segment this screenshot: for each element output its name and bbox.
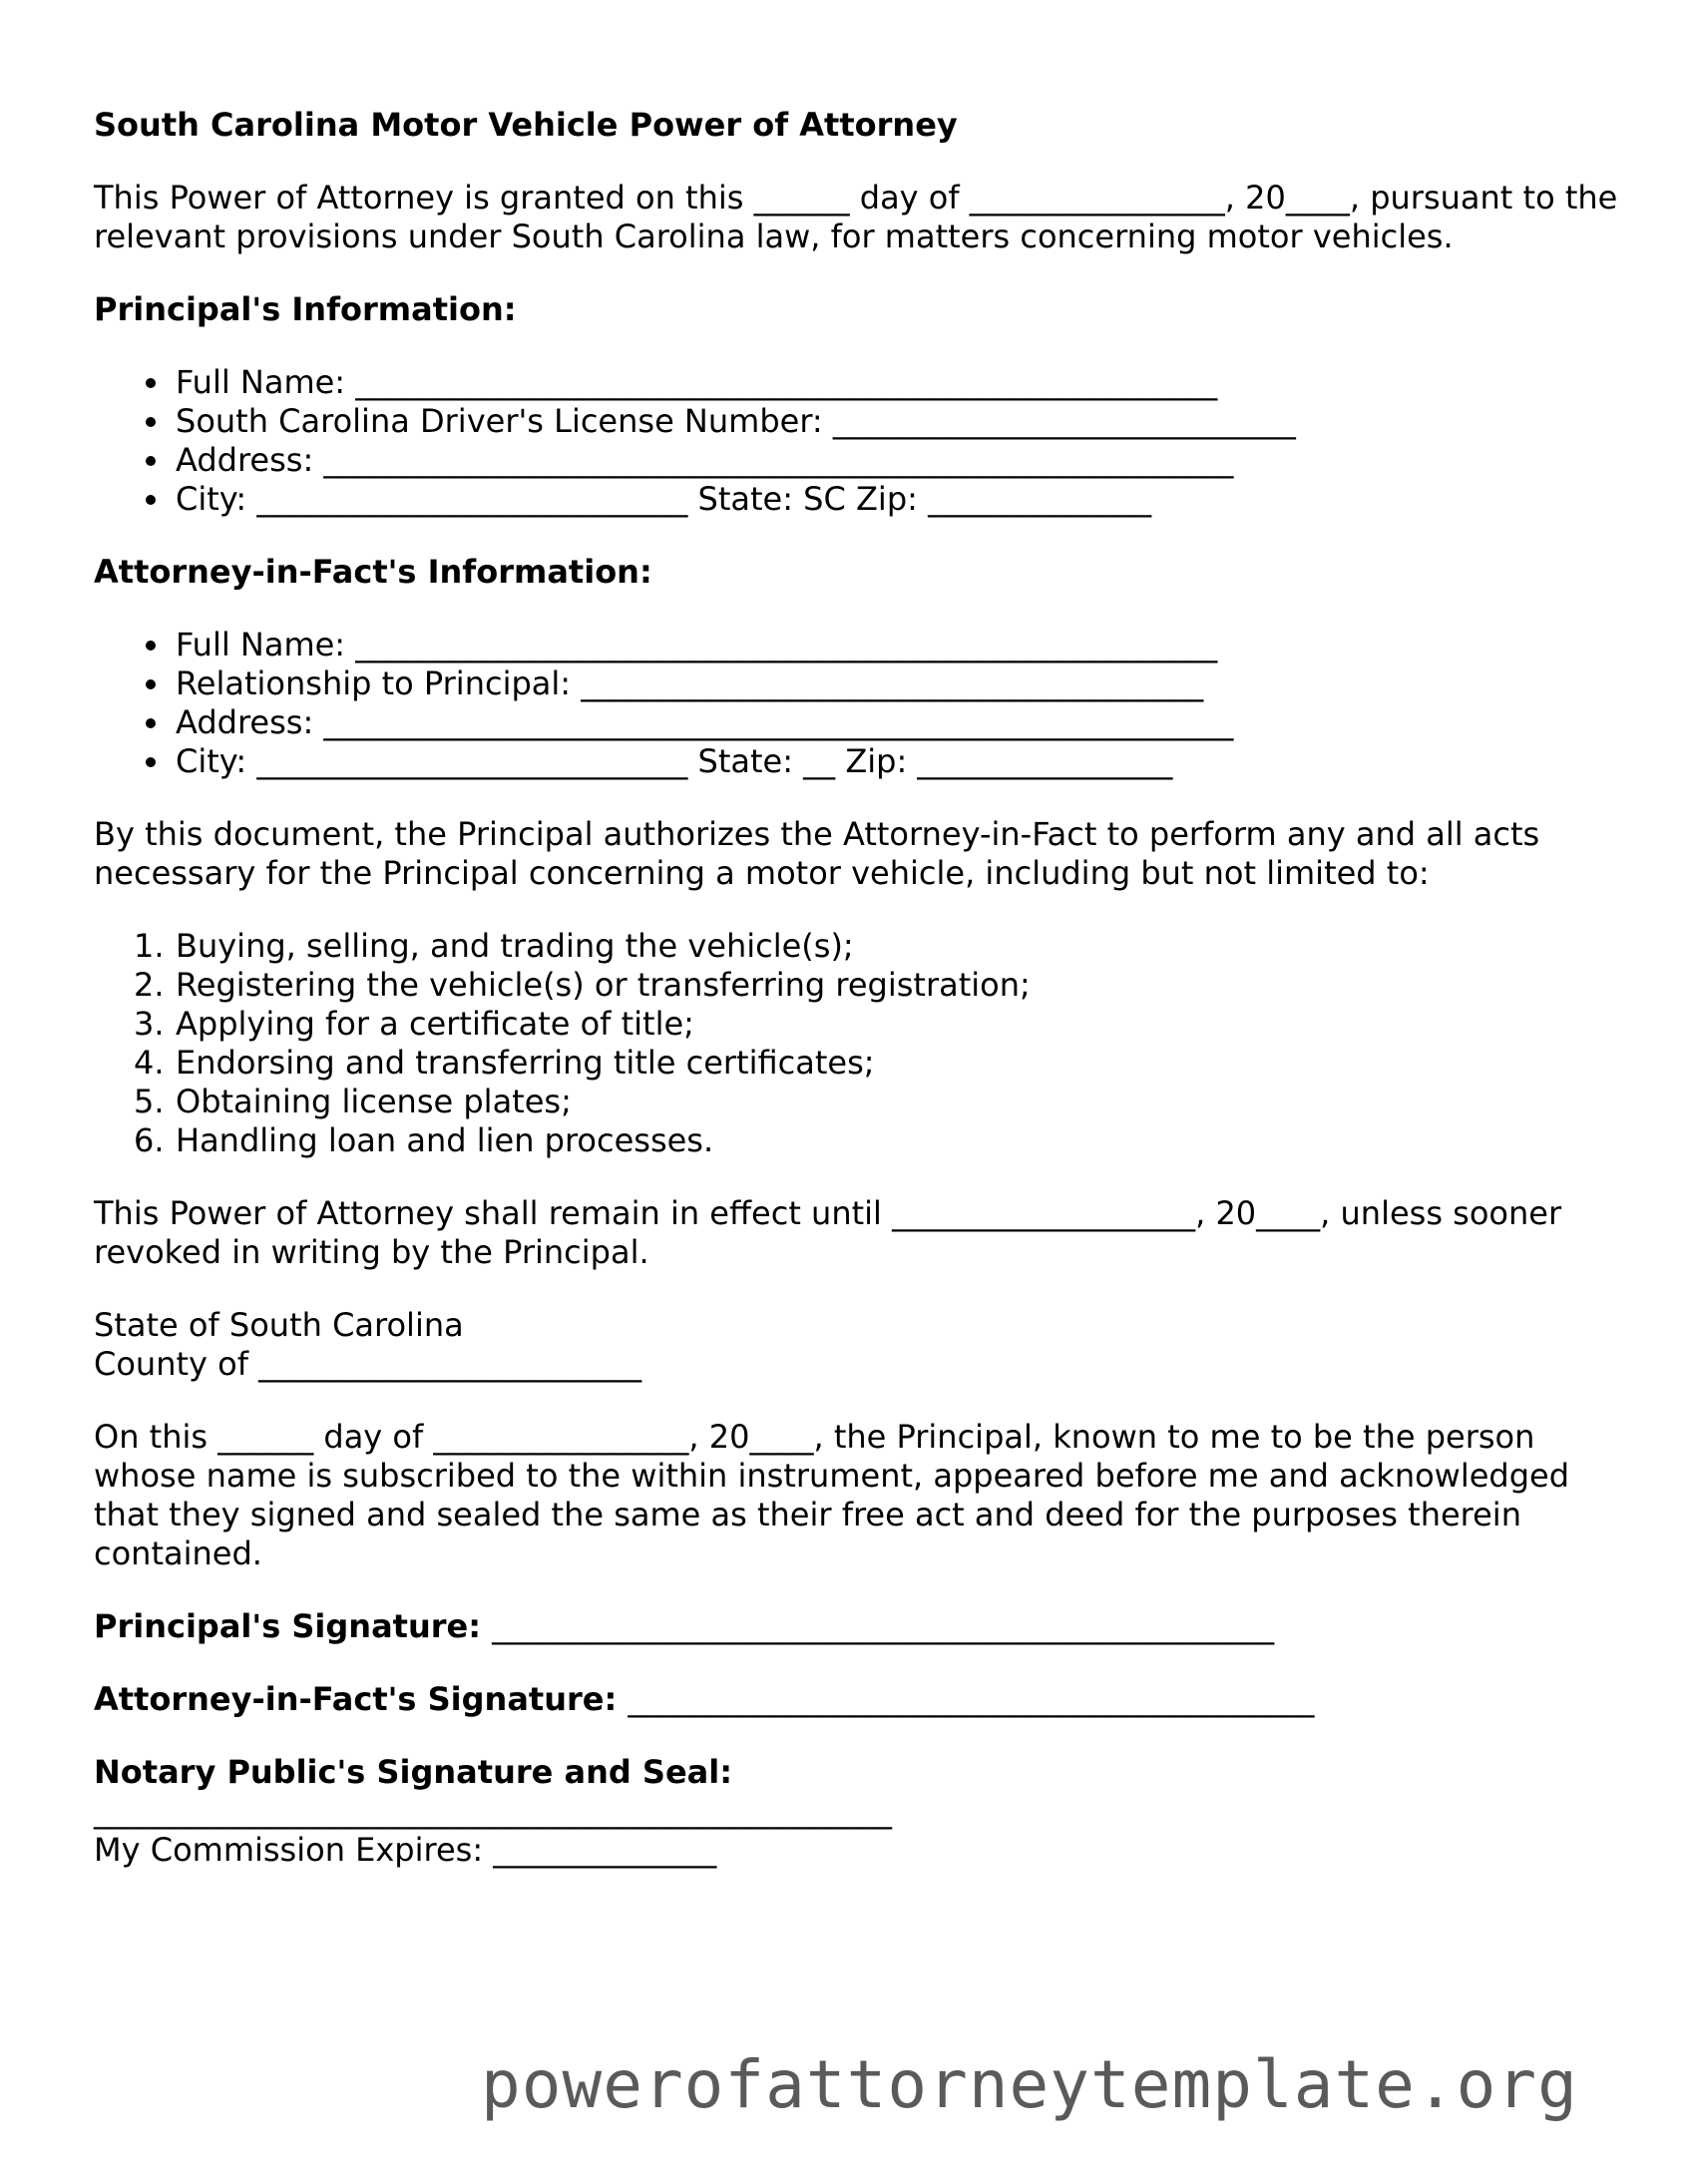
intro-paragraph: This Power of Attorney is granted on this ______ day of ________________, 20____, pursuant to the relevant provisions under South Carolina law, for matters concerning motor vehicles. bbox=[94, 179, 1618, 255]
acknowledgment-paragraph: On this ______ day of ________________, 20____, the Principal, known to me to be the person whose name is subscribed to the within instrument, appeared before me and acknowledged that they signed and sealed the same as their free act and deed for the purposes therein contained. bbox=[94, 1418, 1570, 1572]
act-text: Obtaining license plates; bbox=[176, 1083, 572, 1120]
attorney-relationship-field[interactable]: Relationship to Principal: _______________________________________ bbox=[176, 664, 1620, 703]
principal-license-field[interactable]: South Carolina Driver's License Number: _____________________________ bbox=[176, 402, 1620, 441]
attorney-info-heading: Attorney-in-Fact's Information: bbox=[94, 553, 652, 591]
principal-info-list bbox=[94, 363, 1620, 519]
duration-paragraph: This Power of Attorney shall remain in effect until ___________________, 20____, unless sooner revoked in writing by the Principal. bbox=[94, 1194, 1562, 1271]
authorized-acts-list bbox=[94, 927, 1620, 1160]
commission-expires-field[interactable]: My Commission Expires: ______________ bbox=[94, 1831, 717, 1869]
notary-signature-line[interactable]: __________________________________________________ bbox=[94, 1792, 892, 1830]
site-watermark: powerofattorneytemplate.org bbox=[481, 2046, 1578, 2123]
act-text: Buying, selling, and trading the vehicle(s); bbox=[176, 927, 854, 965]
act-item bbox=[134, 1121, 1620, 1160]
venue-block bbox=[94, 1306, 1620, 1384]
act-number: 1. bbox=[134, 927, 165, 965]
act-item bbox=[134, 927, 1620, 966]
principal-address-field[interactable]: Address: _________________________________________________________ bbox=[176, 441, 1620, 480]
act-text: Handling loan and lien processes. bbox=[176, 1121, 714, 1159]
attorney-signature-line[interactable]: ___________________________________________ bbox=[628, 1680, 1315, 1718]
principal-info-heading: Principal's Information: bbox=[94, 290, 517, 328]
act-item bbox=[134, 1083, 1620, 1121]
attorney-full-name-field[interactable]: Full Name: ______________________________________________________ bbox=[176, 626, 1620, 664]
principal-signature-row bbox=[94, 1607, 1620, 1646]
act-number: 6. bbox=[134, 1121, 165, 1159]
act-text: Endorsing and transferring title certificates; bbox=[176, 1044, 875, 1082]
document-page bbox=[94, 106, 1620, 1870]
authorization-paragraph: By this document, the Principal authorizes the Attorney-in-Fact to perform any and all acts necessary for the Principal concerning a motor vehicle, including but not limited to: bbox=[94, 815, 1540, 892]
principal-signature-line[interactable]: _________________________________________________ bbox=[492, 1607, 1275, 1645]
principal-signature-label: Principal's Signature: bbox=[94, 1607, 482, 1645]
act-item bbox=[134, 1005, 1620, 1044]
act-item bbox=[134, 966, 1620, 1005]
notary-block bbox=[94, 1753, 1620, 1870]
act-number: 2. bbox=[134, 966, 165, 1004]
act-text: Applying for a certificate of title; bbox=[176, 1005, 694, 1043]
act-number: 3. bbox=[134, 1005, 165, 1043]
act-item bbox=[134, 1044, 1620, 1083]
principal-full-name-field[interactable]: Full Name: ______________________________________________________ bbox=[176, 363, 1620, 402]
principal-city-state-zip-field[interactable]: City: ___________________________ State: SC Zip: ______________ bbox=[176, 480, 1620, 519]
attorney-info-list bbox=[94, 626, 1620, 781]
document-title: South Carolina Motor Vehicle Power of Attorney bbox=[94, 106, 958, 144]
venue-county-field[interactable]: County of ________________________ bbox=[94, 1345, 642, 1383]
act-number: 5. bbox=[134, 1083, 165, 1120]
attorney-signature-label: Attorney-in-Fact's Signature: bbox=[94, 1680, 618, 1718]
act-number: 4. bbox=[134, 1044, 165, 1082]
attorney-city-state-zip-field[interactable]: City: ___________________________ State: __ Zip: ________________ bbox=[176, 742, 1620, 781]
act-text: Registering the vehicle(s) or transferring registration; bbox=[176, 966, 1031, 1004]
attorney-signature-row bbox=[94, 1680, 1620, 1719]
notary-signature-label: Notary Public's Signature and Seal: bbox=[94, 1753, 732, 1791]
attorney-address-field[interactable]: Address: _________________________________________________________ bbox=[176, 703, 1620, 742]
venue-state: State of South Carolina bbox=[94, 1306, 464, 1344]
